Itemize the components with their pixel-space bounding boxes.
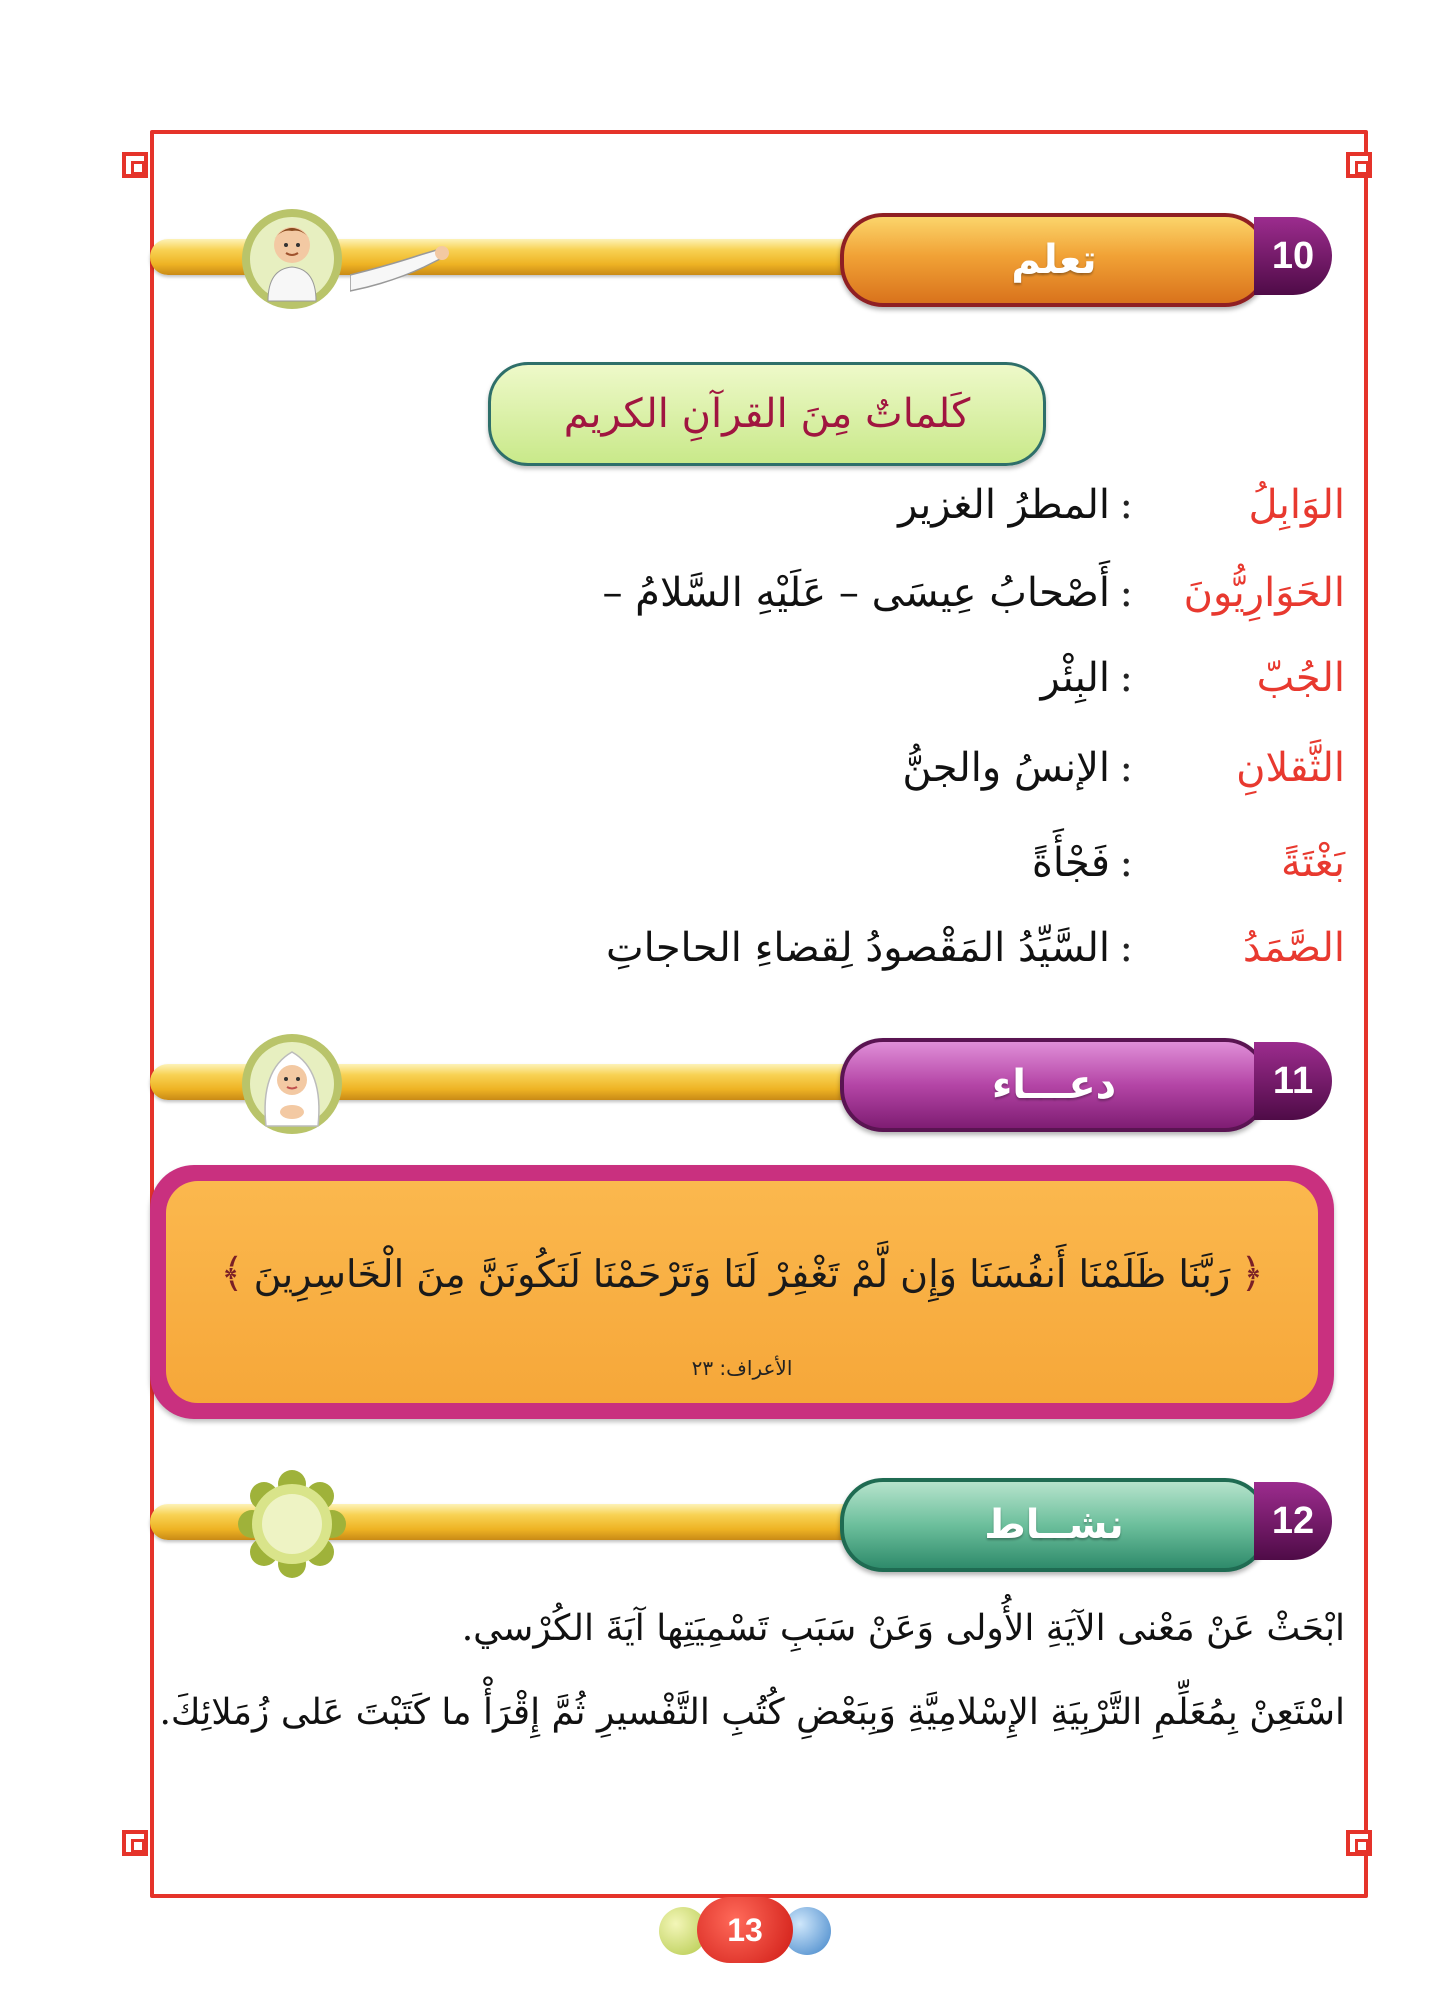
vocab-definition: المطرُ الغزير <box>898 482 1110 528</box>
vocab-definition: أَصْحابُ عِيسَى – عَلَيْهِ السَّلامُ – <box>602 570 1110 616</box>
vocab-colon: : <box>1119 482 1133 528</box>
flower-badge-icon <box>238 1470 346 1578</box>
vocab-row <box>600 925 1345 995</box>
boy-avatar-icon <box>238 205 346 313</box>
section-number: 12 <box>1254 1482 1332 1560</box>
vocab-term: الوَابِلُ <box>1248 482 1345 528</box>
vocab-definition: فَجْأَةً <box>1031 840 1110 886</box>
verse-ornament-close: ﴾ <box>220 1251 244 1297</box>
section-number: 10 <box>1254 217 1332 295</box>
section-title-pill <box>840 213 1268 307</box>
verse-reference: الأعراف: ٢٣ <box>691 1356 793 1380</box>
page-number-badge <box>655 1897 835 1961</box>
pointing-arm-icon <box>350 235 450 295</box>
vocab-row <box>600 570 1345 640</box>
frame-corner-ornament <box>122 1830 148 1856</box>
vocab-term: بَغْتَةً <box>1281 840 1345 886</box>
vocab-row <box>600 745 1345 815</box>
section-title: دعـــاء <box>991 1062 1117 1108</box>
section-learn-header <box>150 205 1326 305</box>
vocab-definition: الإنسُ والجنُّ <box>902 745 1110 791</box>
section-number: 11 <box>1254 1042 1332 1120</box>
vocab-term: الصَّمَدُ <box>1242 925 1345 971</box>
section-prayer-header <box>150 1030 1326 1130</box>
page-number: 13 <box>697 1897 793 1963</box>
verse-ornament-open: ﴿ <box>1240 1251 1264 1297</box>
activity-line: ابْحَثْ عَنْ مَعْنى الآيَةِ الأُولى وَعَنْ سَبَبِ تَسْمِيَتِها آيَةَ الكُرْسي. <box>461 1608 1345 1649</box>
section-title: تعلم <box>1011 237 1097 283</box>
vocab-colon: : <box>1119 840 1133 886</box>
frame-corner-ornament <box>122 152 148 178</box>
verse-text: رَبَّنَا ظَلَمْنَا أَنفُسَنَا وَإِن لَّمْ تَغْفِرْ لَنَا وَتَرْحَمْنَا لَنَكُونَنَّ مِنَ الْخَاسِرِينَ <box>253 1252 1231 1296</box>
section-title-pill <box>840 1038 1268 1132</box>
vocab-term: الحَوَارِيُّونَ <box>1183 570 1345 616</box>
section-activity-header <box>150 1470 1326 1570</box>
frame-corner-ornament <box>1346 152 1372 178</box>
section-title: نشــاط <box>984 1502 1124 1548</box>
prayer-box <box>150 1165 1334 1419</box>
vocab-row <box>600 655 1345 725</box>
vocab-colon: : <box>1119 925 1133 971</box>
vocab-title-capsule <box>488 362 1046 466</box>
activity-line: اسْتَعِنْ بِمُعَلِّمِ التَّرْبِيَةِ الإِسْلامِيَّةِ وَبِبَعْضِ كُتُبِ التَّفْسيرِ ثُمَّ إِقْرَأْ ما كَتَبْتَ عَلى زُمَلائِكَ. <box>159 1692 1345 1733</box>
vocab-colon: : <box>1119 655 1133 701</box>
vocab-row <box>600 840 1345 910</box>
vocab-colon: : <box>1119 745 1133 791</box>
vocab-title: كَلماتٌ مِنَ القرآنِ الكريم <box>563 391 971 437</box>
prayer-box-inner <box>166 1181 1318 1403</box>
quran-verse <box>166 1251 1318 1297</box>
frame-corner-ornament <box>1346 1830 1372 1856</box>
vocab-definition: السَّيِّدُ المَقْصودُ لِقضاءِ الحاجاتِ <box>605 925 1110 971</box>
vocab-term: الجُبّ <box>1256 655 1345 701</box>
section-title-pill <box>840 1478 1268 1572</box>
girl-praying-avatar-icon <box>238 1030 346 1138</box>
vocab-term: الثَّقلانِ <box>1236 745 1345 791</box>
vocab-definition: البِئْر <box>1040 655 1110 701</box>
vocab-colon: : <box>1119 570 1133 616</box>
vocab-row <box>600 482 1345 552</box>
